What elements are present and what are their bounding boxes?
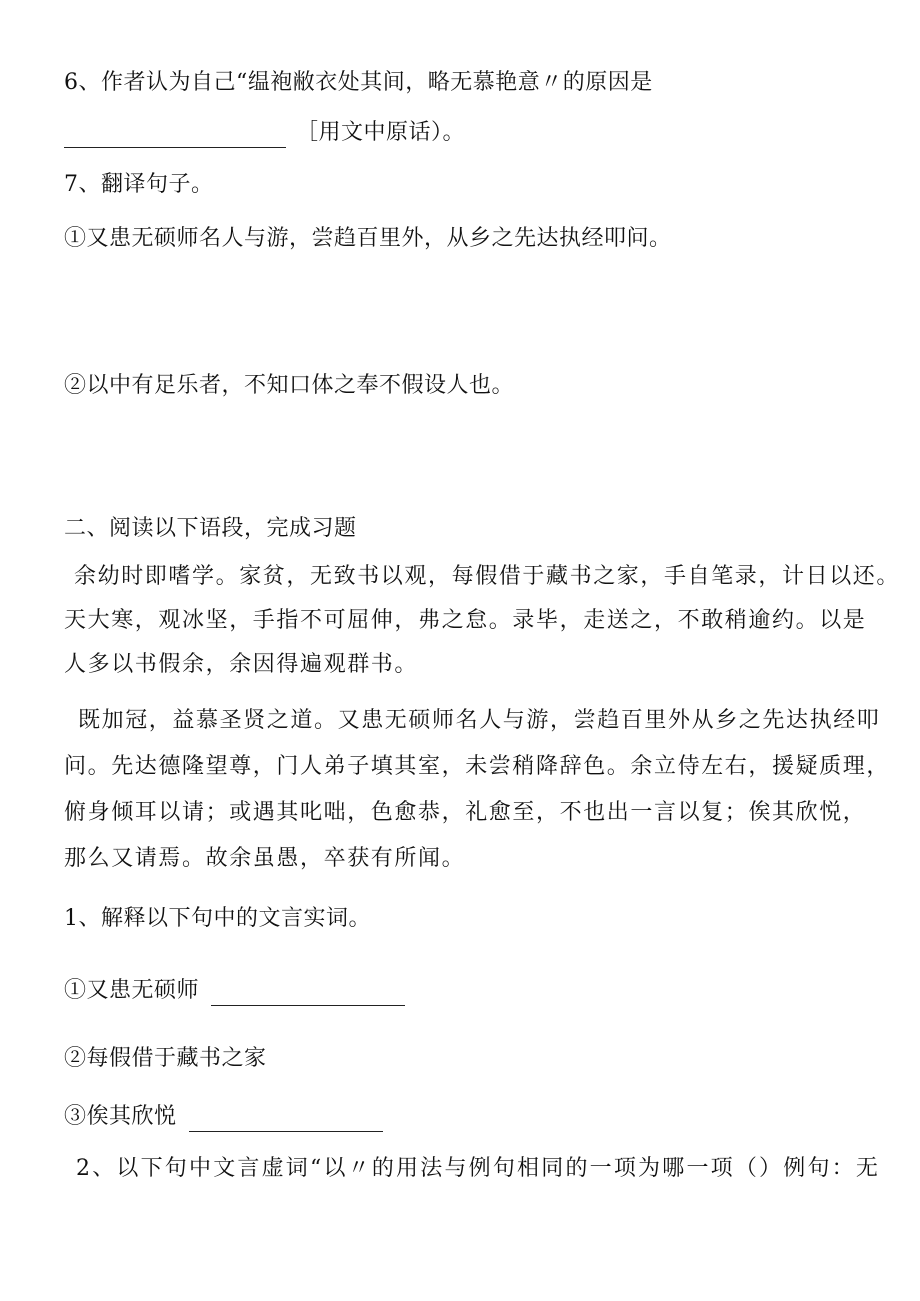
q7-title: 7、翻译句子。	[64, 172, 214, 197]
q1-item-2	[64, 1044, 267, 1074]
passage-line: 天大寒，观冰坚，手指不可屈伸，弗之怠。录毕，走送之，不敢稍逾约。以是	[64, 608, 867, 633]
passage-line: 那么又请焉。故余虽愚，卒获有所闻。	[64, 846, 466, 871]
q1-item-label: ③俟其欣悦	[64, 1104, 177, 1129]
q7-sentence-2: ②以中有足乐者，不知口体之奉不假设人也。	[64, 373, 515, 398]
passage-line: 俯身倾耳以请；或遇其叱咄，色愈恭，礼愈至，不也出一言以复；俟其欣悦，	[64, 800, 867, 825]
q1-title: 1、解释以下句中的文言实词。	[64, 906, 371, 931]
q1-item-1	[64, 976, 405, 1006]
q6-answer-hint: ［用文中原话）。	[296, 120, 466, 145]
q1-item-label: ②每假借于藏书之家	[64, 1046, 267, 1071]
answer-blank[interactable]	[211, 985, 405, 1006]
answer-blank[interactable]	[64, 127, 286, 148]
passage-line: 人多以书假余，余因得遍观群书。	[64, 652, 419, 677]
q6-answer-line	[64, 118, 465, 148]
passage-line: 余幼时即嗜学。家贫，无致书以观，每假借于藏书之家，手自笔录，计日以还。	[74, 564, 901, 589]
q2-text: 2、以下句中文言虚词“以〃的用法与例句相同的一项为哪一项（）例句：无	[76, 1156, 881, 1181]
passage-line: 既加冠，益慕圣贤之道。又患无硕师名人与游，尝趋百里外从乡之先达执经叩	[78, 708, 881, 733]
q1-item-label: ①又患无硕师	[64, 978, 200, 1003]
q6-text: 6、作者认为自己“缊袍敝衣处其间，略无慕艳意〃的原因是	[64, 70, 653, 95]
answer-blank[interactable]	[189, 1111, 383, 1132]
section-title: 二、阅读以下语段，完成习题	[64, 516, 357, 541]
q1-item-3	[64, 1102, 383, 1132]
passage-line: 问。先达德隆望尊，门人弟子填其室，未尝稍降辞色。余立侍左右，援疑质理，	[64, 754, 891, 779]
q7-sentence-1: ①又患无硕师名人与游，尝趋百里外，从乡之先达执经叩问。	[64, 226, 672, 251]
